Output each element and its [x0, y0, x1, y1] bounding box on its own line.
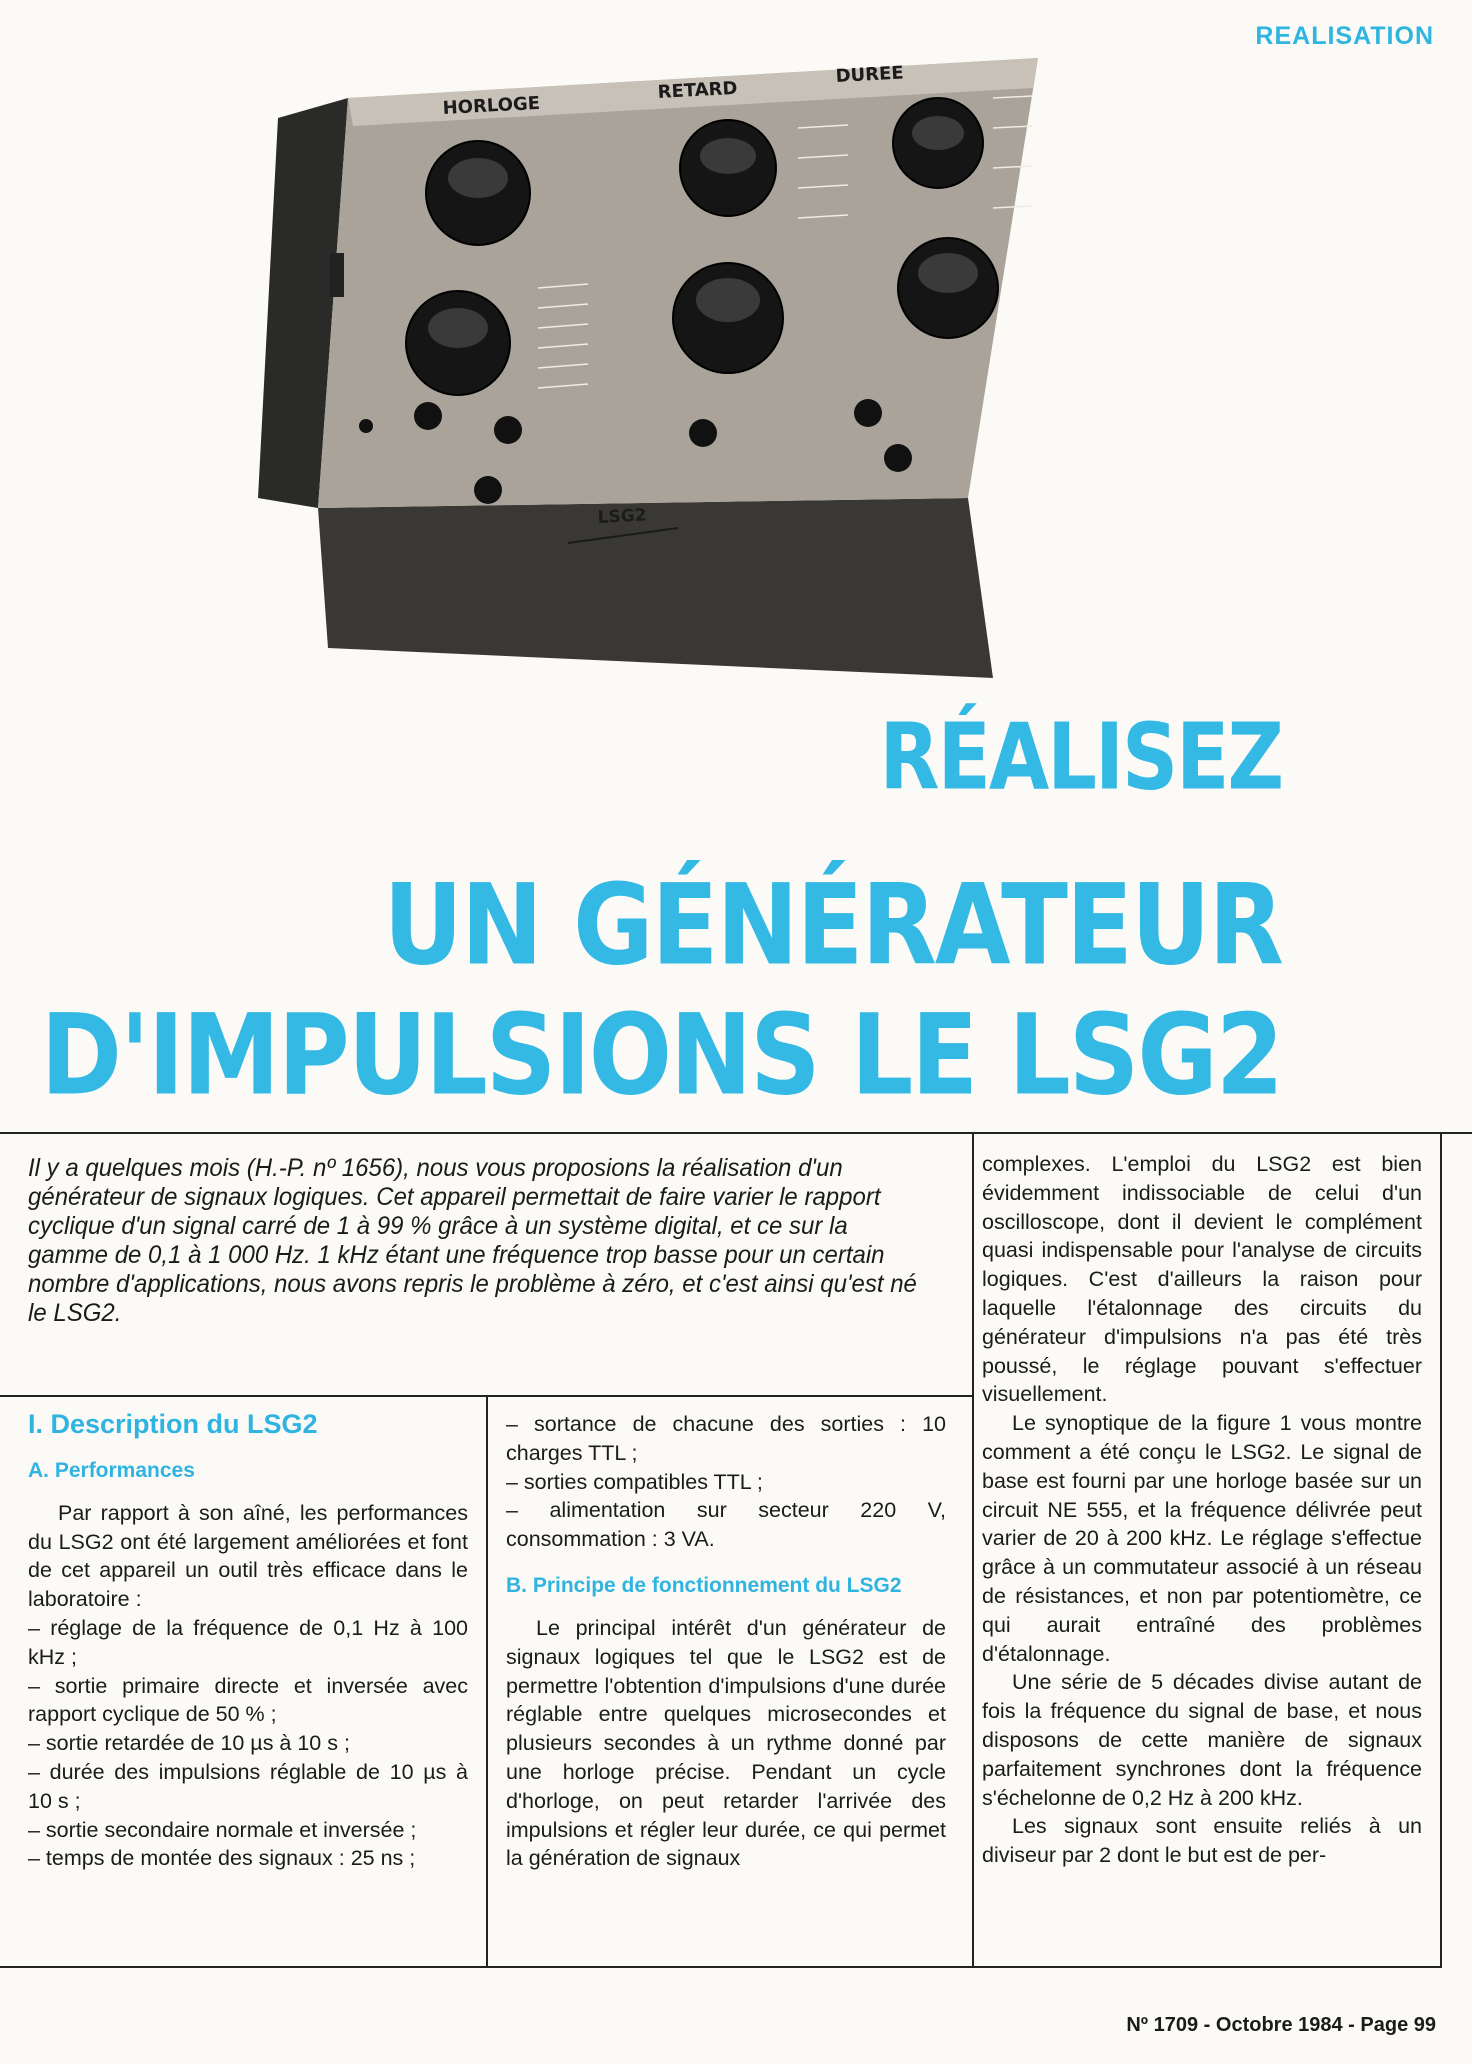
- panel-label-lsg2: LSG2: [597, 505, 648, 528]
- list-item: – sortance de chacune des sorties : 10 charges TTL ;: [506, 1412, 946, 1465]
- section-tag: REALISATION: [1255, 22, 1434, 50]
- page-footer: Nº 1709 - Octobre 1984 - Page 99: [1126, 2014, 1436, 2036]
- paragraph: Le synoptique de la figure 1 vous montre comment a été conçu le LSG2. Le signal de base est fourni par une horloge basée sur un circuit NE 555, et la fréquence délivrée peut varier de 20 à 200 kHz. Le réglage s'effectue grâce à un commutateur associé à un réseau de résistances, et non par potentiomètre, ce qui aurait entraîné des problèmes d'étalonnage.: [982, 1411, 1422, 1666]
- headline-line2: UN GÉNÉRATEUR: [383, 860, 1282, 991]
- panel-label-duree: DUREE: [835, 62, 905, 87]
- power-switch-icon: [330, 253, 344, 297]
- output-jack-icon: [414, 402, 442, 430]
- column-divider: [486, 1395, 488, 1966]
- list-item: – sortie primaire directe et inversée avec rapport cyclique de 50 % ;: [28, 1673, 468, 1727]
- paragraph: complexes. L'emploi du LSG2 est bien évidemment indissociable de celui d'un oscilloscope, dont il devient le complément quasi indispensable pour l'analyse de circuits logiques. C'est d'ailleurs la raison pour laquelle l'étalonnage des circuits du générateur d'impulsions n'a pas été très poussé, le réglage pouvant s'effectuer visuellement.: [982, 1152, 1422, 1407]
- subsection-title: A. Performances: [28, 1458, 195, 1482]
- panel-label-horloge: HORLOGE: [442, 92, 541, 119]
- column-divider: [972, 1132, 974, 1966]
- subsection-title: B. Principe de fonctionnement du LSG2: [506, 1573, 902, 1597]
- column-1: [28, 1410, 468, 1873]
- paragraph: Par rapport à son aîné, les performances du LSG2 ont été largement améliorées et font de cet appareil un outil très efficace dans le laboratoire :: [28, 1500, 468, 1612]
- column-2: [506, 1410, 946, 1873]
- panel-label-retard: RETARD: [657, 77, 738, 103]
- frame-bottom-rule: [0, 1966, 1442, 1968]
- column-3: [982, 1150, 1422, 1870]
- frame-top-rule: [0, 1132, 1472, 1134]
- list-item: – alimentation sur secteur 220 V, consommation : 3 VA.: [506, 1498, 946, 1552]
- list-item: – temps de montée des signaux : 25 ns ;: [28, 1846, 416, 1871]
- paragraph: Le principal intérêt d'un générateur de signaux logiques tel que le LSG2 est de permettre l'obtention d'impulsions d'une durée réglable entre quelques microsecondes et plusieurs secondes à un rythme donné par une horloge précise. Pendant un cycle d'horloge, on peut retarder l'arrivée des impulsions et régler leur durée, ce qui permet la génération de signaux: [506, 1615, 946, 1871]
- list-item: – sortie secondaire normale et inversée ;: [28, 1817, 417, 1842]
- paragraph: Une série de 5 décades divise autant de fois la fréquence du signal de base, et nous disposons de cette manière de signaux parfaitement synchrones dont la fréquence s'échelonne de 0,2 Hz à 200 kHz.: [982, 1670, 1422, 1810]
- intro-bottom-rule: [0, 1395, 972, 1397]
- section-title: I. Description du LSG2: [28, 1409, 318, 1439]
- output-jack-icon: [884, 444, 912, 472]
- output-jack-icon: [474, 476, 502, 504]
- frame-right-rule: [1440, 1132, 1442, 1966]
- headline-line3: D'IMPULSIONS LE LSG2: [40, 990, 1282, 1121]
- paragraph: Les signaux sont ensuite reliés à un diviseur par 2 dont le but est de per-: [982, 1814, 1422, 1868]
- list-item: – sorties compatibles TTL ;: [506, 1469, 763, 1494]
- intro-paragraph: Il y a quelques mois (H.-P. nº 1656), nous vous proposions la réalisation d'un générateur de signaux logiques. Cet appareil permettait de faire varier le rapport cyclique d'un signal carré de 1 à 99 % grâce à un système digital, et ce sur la gamme de 0,1 à 1 000 Hz. 1 kHz étant une fréquence trop basse pour un certain nombre d'applications, nous avons repris le problème à zéro, et c'est ainsi qu'est né le LSG2.: [28, 1154, 917, 1327]
- list-item: – sortie retardée de 10 µs à 10 s ;: [28, 1731, 350, 1756]
- case-front-side: [318, 498, 993, 678]
- list-item: – réglage de la fréquence de 0,1 Hz à 100 kHz ;: [28, 1615, 468, 1669]
- output-jack-icon: [494, 416, 522, 444]
- headline-line1: RÉALISEZ: [879, 704, 1282, 812]
- list-item: – durée des impulsions réglable de 10 µs à 10 s ;: [28, 1759, 468, 1813]
- output-jack-icon: [689, 419, 717, 447]
- output-jack-icon: [854, 399, 882, 427]
- device-photo: [258, 28, 1078, 688]
